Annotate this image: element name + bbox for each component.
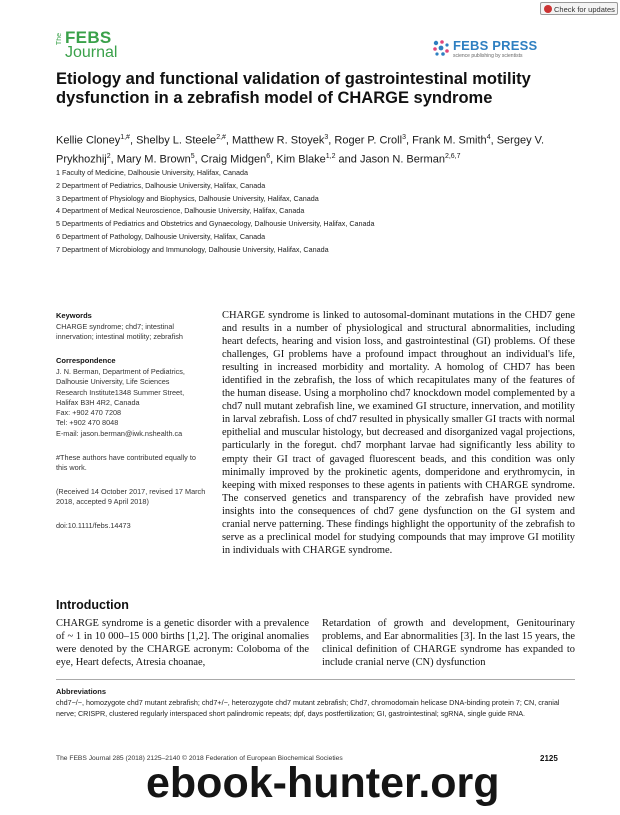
doi[interactable]: doi:10.1111/febs.14473	[56, 521, 131, 530]
affiliation-line: 4 Department of Medical Neuroscience, Dalhousie University, Halifax, Canada	[56, 206, 305, 216]
correspondence-heading: Correspondence	[56, 356, 116, 365]
footer-citation: The FEBS Journal 285 (2018) 2125–2140 © 2018 Federation of European Biochemical Societies	[56, 755, 343, 762]
author-list	[56, 130, 576, 167]
author-separator: ,	[490, 134, 497, 147]
keywords-heading: Keywords	[56, 311, 92, 320]
author-name: Matthew R. Stoyek	[232, 134, 325, 147]
febs-press-dots-icon	[432, 39, 450, 57]
article-title: Etiology and functional validation of gastrointestinal motility dysfunction in a zebrafish model of CHARGE syndrome	[56, 70, 531, 107]
abstract: CHARGE syndrome is linked to autosomal-dominant mutations in the CHD7 gene and results in a number of physiological and structural abnormalities, including heart defects, hearing and vision loss, and gastrointestinal (GI) problems. Of these challenges, GI problems have a profound impact throughout an individual's life, resulting in increased morbidity and mortality. A homolog of CHD7 has been identified in the zebrafish, the loss of which recapitulates many of the features of the human disease. Using a morpholino chd7 knockdown model complemented by a chd7 null mutant zebrafish line, we examined GI structure, innervation, and motility in larval zebrafish. Loss of chd7 resulted in physically smaller GI tracts with normal epithelial and muscular histology, but decreased and disorganized vagal projections, particularly in the foregut. chd7 morphant larvae had significantly less ability to empty their GI tract of gavaged fluorescent beads, and this condition was only minimally improved by the prokinetic agents, domperidone and erythromycin, in keeping with mixed responses to these agents in patients with CHARGE syndrome. The conserved genetics and transparency of the zebrafish have provided new insights into the consequences of chd7 gene dysfunction on the GI system and cranial nerve patterning. These findings highlight the opportunity of the zebrafish to serve as a preclinical model for studying compounds that may improve GI motility in individuals with CHARGE syndrome.	[222, 310, 575, 556]
affiliation-list	[56, 167, 576, 257]
logo-the: The	[56, 33, 63, 46]
check-for-updates-button[interactable]	[540, 2, 618, 15]
author-affiliation-marker: 5	[190, 152, 195, 160]
author-separator: ,	[194, 153, 201, 166]
press-tagline: science publishing by scientists	[453, 53, 523, 59]
correspondence-line: Fax: +902 470 7208	[56, 408, 122, 418]
watermark: ebook-hunter.org	[146, 759, 500, 807]
author-affiliation-marker: 1,2	[325, 152, 336, 160]
author-name: Roger P. Croll	[334, 134, 403, 147]
febs-press-logo	[432, 38, 542, 64]
author-affiliation-marker: 2,6,7	[444, 152, 461, 160]
author-separator: ,	[405, 134, 413, 147]
intro-column-2: Retardation of growth and development, Genitourinary problems, and Ear abnormalities [3]. In the last 15 years, the clinical definition of CHARGE syndrome has expanded to include cranial nerve (CN) dysfunction	[322, 618, 575, 669]
author-name: Frank M. Smith	[412, 134, 487, 147]
author-affiliation-marker: 4	[486, 134, 491, 141]
correspondence-line: E-mail: jason.berman@iwk.nshealth.ca	[56, 428, 183, 438]
correspondence-line: Research Institute1348 Summer Street,	[56, 387, 185, 397]
author-separator: ,	[110, 153, 117, 166]
author-separator: and	[335, 153, 360, 166]
correspondence-line: Halifax B3H 4R2, Canada	[56, 397, 140, 407]
abbreviations-divider	[56, 679, 575, 680]
author-separator: ,	[225, 134, 233, 147]
abbreviations-text: chd7−/−, homozygote chd7 mutant zebrafish; chd7+/−, heterozygote chd7 mutant zebrafish; Chd7, chromodomain helicase DNA-binding protein 7; CN, cranial nerve; CRISPR, clustered regularly interspaced short palindromic repeats; dpf, days postfertilization; GI, gastrointestinal; sgRNA, single guide RNA.	[56, 698, 560, 718]
abbreviations-heading: Abbreviations	[56, 687, 107, 696]
update-icon	[544, 5, 552, 13]
author-affiliation-marker: 3	[402, 134, 406, 141]
author-name: Jason N. Berman	[359, 153, 445, 166]
keywords-text: CHARGE syndrome; chd7; intestinal innervation; intestinal motility; zebrafish	[56, 322, 183, 342]
intro-column-1: CHARGE syndrome is a genetic disorder with a prevalence of ~ 1 in 10 000–15 000 births [1,2]. The original anomalies were denoted by the CHARGE acronym: Coloboma of the eye, Heart defects, Atresia choanae,	[56, 618, 309, 669]
introduction-heading: Introduction	[56, 598, 129, 612]
author-affiliation-marker: 2	[106, 152, 111, 160]
affiliation-line: 2 Department of Pediatrics, Dalhousie University, Halifax, Canada	[56, 180, 266, 190]
author-affiliation-marker: 1,#	[120, 134, 130, 141]
author-name: Sergey V. Prykhozhij	[56, 134, 545, 166]
author-name: Kim Blake	[276, 153, 326, 166]
affiliation-line: 3 Department of Physiology and Biophysics, Dalhousie University, Halifax, Canada	[56, 193, 319, 203]
author-name: Shelby L. Steele	[136, 134, 217, 147]
correspondence-line: J. N. Berman, Department of Pediatrics,	[56, 367, 185, 376]
correspondence-text	[56, 367, 211, 439]
author-separator: ,	[270, 153, 277, 166]
press-name: FEBS PRESS	[453, 38, 538, 53]
affiliation-line: 6 Department of Pathology, Dalhousie University, Halifax, Canada	[56, 231, 266, 241]
logo-journal: Journal	[65, 44, 118, 61]
author-name: Craig Midgen	[200, 153, 267, 166]
febs-journal-logo	[56, 30, 136, 64]
author-affiliation-marker: 3	[324, 134, 329, 141]
check-for-updates-label: Check for updates	[554, 5, 615, 14]
correspondence-line: Dalhousie University, Life Sciences	[56, 377, 170, 387]
author-separator: ,	[129, 134, 137, 147]
affiliation-line: 1 Faculty of Medicine, Dalhousie University, Halifax, Canada	[56, 168, 249, 177]
logo-febs: FEBS	[65, 28, 112, 47]
equal-contribution-note: #These authors have contributed equally to this work.	[56, 453, 196, 473]
author-affiliation-marker: 6	[266, 152, 271, 160]
received-dates: (Received 14 October 2017, revised 17 March 2018, accepted 9 April 2018)	[56, 487, 206, 507]
author-name: Kellie Cloney	[56, 134, 121, 147]
correspondence-line: Tel: +902 470 8048	[56, 418, 119, 428]
page-number: 2125	[540, 754, 558, 763]
author-affiliation-marker: 2,#	[216, 134, 226, 141]
affiliation-line: 7 Department of Microbiology and Immunology, Dalhousie University, Halifax, Canada	[56, 244, 329, 254]
author-name: Mary M. Brown	[116, 153, 191, 166]
affiliation-line: 5 Departments of Pediatrics and Obstetrics and Gynaecology, Dalhousie University, Halifax, Canada	[56, 219, 375, 229]
author-separator: ,	[328, 134, 335, 147]
